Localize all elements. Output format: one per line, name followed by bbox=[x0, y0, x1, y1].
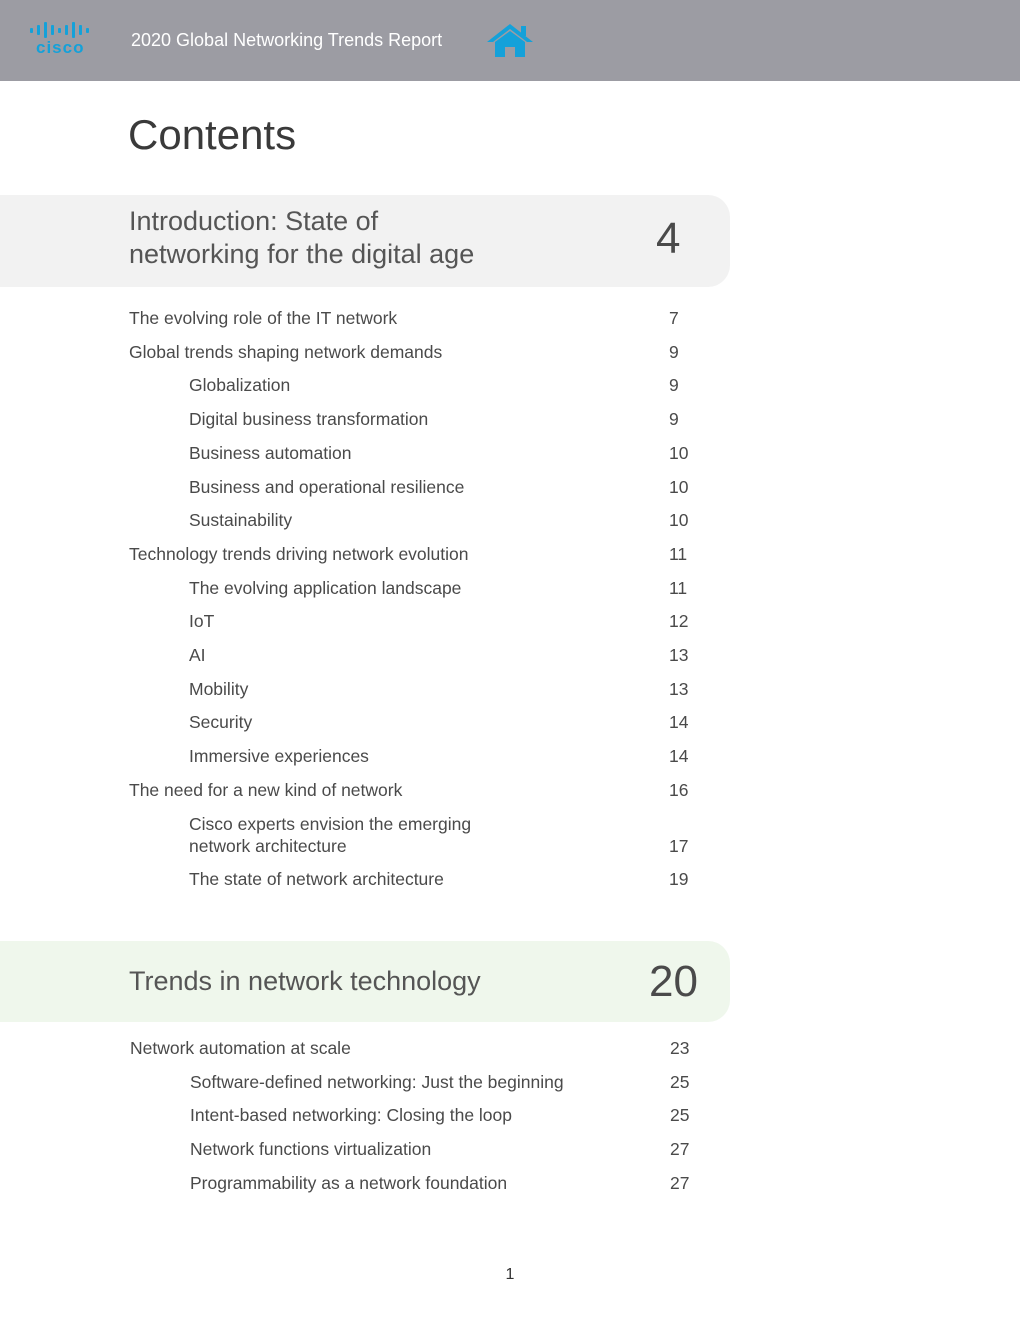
toc-entry-page: 27 bbox=[670, 1172, 690, 1193]
toc-entry-label: Network automation at scale bbox=[130, 1038, 351, 1058]
toc-entry-page: 10 bbox=[669, 476, 689, 497]
toc-entry-label: Mobility bbox=[189, 678, 249, 699]
section-intro-header[interactable] bbox=[0, 195, 730, 287]
toc-entry-label: Business automation bbox=[189, 442, 352, 463]
page-number: 1 bbox=[505, 1266, 515, 1283]
toc-entry[interactable] bbox=[189, 610, 699, 644]
cisco-logo[interactable] bbox=[28, 22, 98, 62]
toc-entry-page: 13 bbox=[669, 678, 689, 699]
toc-entry-page: 14 bbox=[669, 746, 689, 767]
toc-entry-label: The need for a new kind of network bbox=[129, 779, 403, 800]
section-page-number: 20 bbox=[649, 957, 698, 1006]
section-page-number: 4 bbox=[656, 214, 681, 263]
toc-entry-label: Business and operational resilience bbox=[189, 476, 465, 497]
toc-entry[interactable] bbox=[129, 307, 699, 341]
toc-entry-label: IoT bbox=[189, 611, 215, 632]
toc-entry-page: 25 bbox=[670, 1071, 690, 1092]
toc-entry-page: 17 bbox=[669, 835, 689, 856]
toc-entry[interactable] bbox=[130, 1037, 700, 1071]
toc-entry-label: Programmability as a network foundation bbox=[190, 1172, 508, 1193]
toc-entry-label: Network functions virtualization bbox=[190, 1139, 432, 1160]
toc-entry[interactable] bbox=[190, 1104, 700, 1138]
home-icon[interactable] bbox=[485, 22, 535, 58]
toc-entry-page: 9 bbox=[669, 375, 679, 396]
toc-entry[interactable] bbox=[189, 374, 699, 408]
toc-entry-label: The state of network architecture bbox=[189, 869, 444, 890]
toc-entry-page: 27 bbox=[670, 1139, 690, 1160]
toc-entry-label: Software-defined networking: Just the beginning bbox=[190, 1071, 564, 1092]
page-title: Contents bbox=[128, 111, 297, 158]
toc-entry-page: 9 bbox=[669, 341, 679, 362]
toc-entry[interactable] bbox=[189, 476, 699, 510]
toc-entry-page: 25 bbox=[670, 1105, 690, 1126]
toc-entry-label: Immersive experiences bbox=[189, 746, 369, 767]
toc-entry[interactable] bbox=[189, 644, 699, 678]
toc-entry-label: Sustainability bbox=[189, 510, 293, 531]
toc-entry[interactable] bbox=[189, 711, 699, 745]
toc-entry[interactable] bbox=[129, 341, 699, 375]
toc-entry-page: 16 bbox=[669, 779, 689, 800]
toc-entry[interactable] bbox=[189, 745, 699, 779]
toc-entry-label: Global trends shaping network demands bbox=[129, 341, 443, 362]
toc-entry-page: 10 bbox=[669, 510, 689, 531]
toc-entry[interactable] bbox=[129, 543, 699, 577]
cisco-logo-bars-icon bbox=[30, 22, 98, 38]
toc-entry-page: 19 bbox=[669, 869, 689, 890]
toc-entry-page: 9 bbox=[669, 409, 679, 430]
section-title: Introduction: State of networking for the digital age bbox=[129, 206, 475, 269]
toc-entry-page: 13 bbox=[669, 645, 689, 665]
toc-entry[interactable] bbox=[189, 813, 699, 869]
toc-entry-label: Digital business transformation bbox=[189, 409, 429, 430]
toc-entry[interactable] bbox=[189, 577, 699, 611]
toc-entry-page: 10 bbox=[669, 442, 689, 463]
toc-entry[interactable] bbox=[189, 408, 699, 442]
toc-entry-label: Security bbox=[189, 712, 253, 733]
toc-entry-label: The evolving role of the IT network bbox=[129, 308, 398, 328]
toc-entry-page: 7 bbox=[669, 308, 679, 328]
toc-entry[interactable] bbox=[190, 1138, 700, 1172]
toc-entry[interactable] bbox=[190, 1071, 700, 1105]
toc-entry-label: AI bbox=[189, 645, 206, 665]
section-title: Trends in network technology bbox=[129, 966, 481, 996]
toc-entry[interactable] bbox=[189, 442, 699, 476]
toc-entry-page: 14 bbox=[669, 712, 689, 733]
toc-entry-label: Intent-based networking: Closing the loop bbox=[190, 1105, 513, 1126]
toc-entry[interactable] bbox=[189, 678, 699, 712]
toc-entry-label: Cisco experts envision the emerging network architecture bbox=[189, 813, 472, 856]
toc-entry-page: 12 bbox=[669, 611, 689, 632]
toc-entry-label: Globalization bbox=[189, 375, 291, 396]
toc-entry-page: 11 bbox=[669, 577, 688, 598]
cisco-logo-text: cisco bbox=[36, 38, 85, 57]
section-trends-header[interactable] bbox=[0, 941, 730, 1022]
toc-entry[interactable] bbox=[190, 1172, 700, 1206]
toc-entry-label: Technology trends driving network evolution bbox=[129, 543, 469, 564]
toc-entry-page: 23 bbox=[670, 1038, 690, 1058]
toc-entry-label: The evolving application landscape bbox=[189, 577, 462, 598]
report-title: 2020 Global Networking Trends Report bbox=[131, 30, 443, 50]
toc-entry-page: 11 bbox=[669, 543, 688, 564]
toc-entry[interactable] bbox=[189, 509, 699, 543]
toc-entry[interactable] bbox=[189, 868, 699, 902]
toc-entry[interactable] bbox=[129, 779, 699, 813]
report-header bbox=[0, 0, 1020, 81]
